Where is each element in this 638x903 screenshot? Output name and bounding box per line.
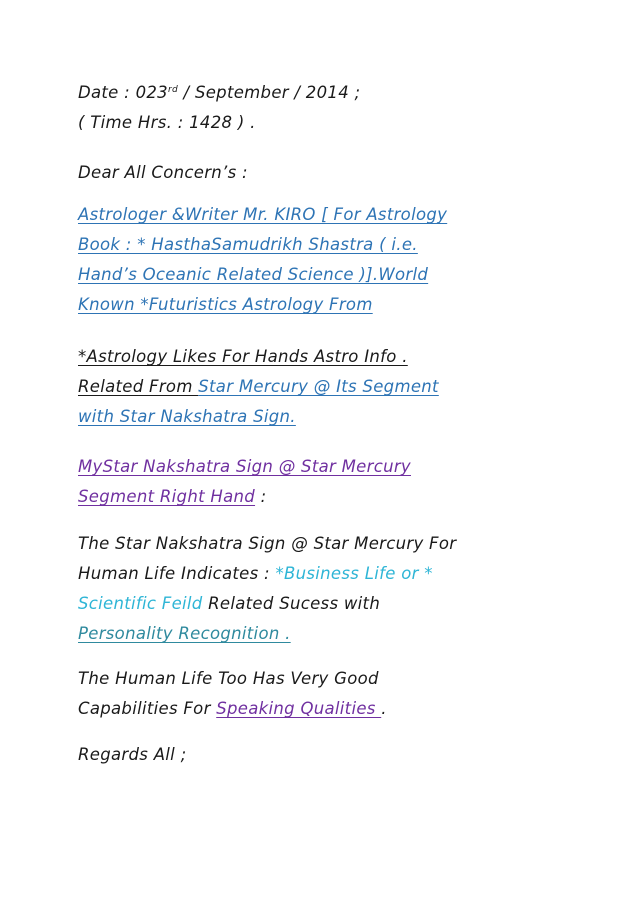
likes-line-2: Related From Star Mercury @ Its Segment (78, 377, 439, 396)
intro-line: Known *Futuristics Astrology From (78, 295, 373, 314)
salutation: Dear All Concern’s : (78, 163, 248, 182)
date-ordinal-suffix: rd (167, 85, 178, 95)
business-life-text: *Business Life or * (275, 564, 433, 583)
intro-line: Book : * HasthaSamudrikh Shastra ( i.e. (78, 235, 418, 254)
closing: Regards All ; (78, 745, 187, 764)
scientific-feild-text: Scientific Feild (78, 594, 203, 613)
personality-recognition-text: Personality Recognition . (78, 624, 291, 643)
indicates-line: The Star Nakshatra Sign @ Star Mercury For (78, 534, 457, 553)
capabilities-paragraph (78, 664, 578, 724)
date-line: Date : 023rd / September / 2014 ; (78, 83, 361, 102)
time-line: ( Time Hrs. : 1428 ) . (78, 113, 256, 132)
star-mercury-link[interactable]: Star Mercury @ Its Segment (198, 377, 439, 396)
heading-line-2: Segment Right Hand : (78, 487, 267, 506)
likes-line: *Astrology Likes For Hands Astro Info . (78, 347, 408, 366)
indicates-paragraph (78, 529, 578, 649)
capabilities-line-2: Capabilities For Speaking Qualities . (78, 699, 387, 718)
likes-paragraph (78, 342, 578, 432)
likes-line-3: with Star Nakshatra Sign. (78, 407, 296, 426)
nakshatra-heading (78, 452, 578, 512)
intro-line: Hand’s Oceanic Related Science )].World (78, 265, 429, 284)
date-block (78, 78, 578, 138)
heading-line: MyStar Nakshatra Sign @ Star Mercury (78, 457, 411, 476)
indicates-line-3: Scientific Feild Related Sucess with (78, 594, 381, 613)
indicates-line-2: Human Life Indicates : *Business Life or * (78, 564, 433, 583)
speaking-qualities-link[interactable]: Speaking Qualities (216, 699, 382, 718)
intro-line: Astrologer &Writer Mr. KIRO [ For Astrology (78, 205, 448, 224)
intro-paragraph (78, 200, 578, 320)
capabilities-line: The Human Life Too Has Very Good (78, 669, 379, 688)
